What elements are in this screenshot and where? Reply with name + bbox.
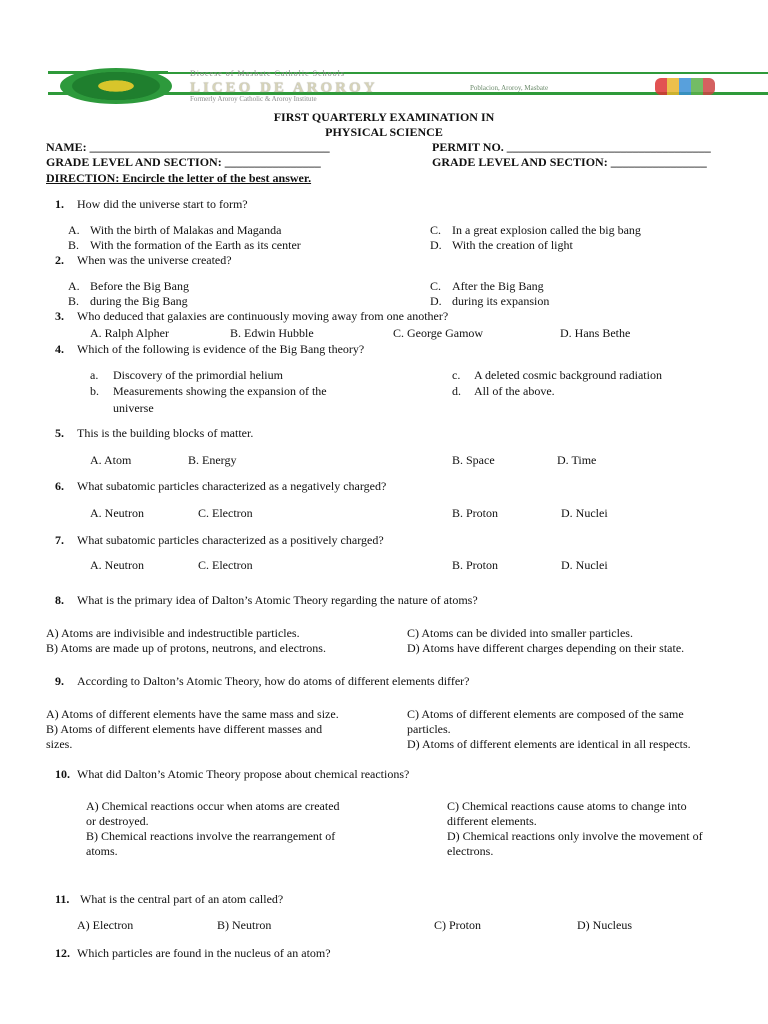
question-number: 7.	[55, 533, 64, 547]
grade-section-field-left[interactable]: GRADE LEVEL AND SECTION: ________________	[46, 155, 321, 169]
choice-d-text[interactable]: during its expansion	[452, 294, 550, 308]
choice-d-cont[interactable]: electrons.	[447, 844, 494, 858]
question-text: This is the building blocks of matter.	[77, 426, 254, 440]
choice-d-text[interactable]: With the creation of light	[452, 238, 573, 252]
choice-a-text[interactable]: With the birth of Malakas and Maganda	[90, 223, 282, 237]
grade-section-field-right[interactable]: GRADE LEVEL AND SECTION: ________________	[432, 155, 707, 169]
choice-b[interactable]: B. Energy	[188, 453, 237, 467]
diocese-line: Diocese of Masbate Catholic Schools	[190, 69, 345, 78]
question-text: Which of the following is evidence of the Big Bang theory?	[77, 342, 365, 356]
direction: DIRECTION: Encircle the letter of the best answer.	[46, 171, 312, 185]
choice-a[interactable]: A) Chemical reactions occur when atoms are created	[86, 799, 340, 813]
question-number: 9.	[55, 674, 64, 688]
choice-d-letter[interactable]: d.	[452, 384, 461, 398]
choice-b-letter[interactable]: B.	[68, 238, 80, 252]
choice-d[interactable]: D) Chemical reactions only involve the movement of	[447, 829, 703, 843]
choice-b[interactable]: B) Chemical reactions involve the rearrangement of	[86, 829, 336, 843]
school-address: Poblacion, Aroroy, Masbate	[470, 84, 549, 92]
choice-a-letter[interactable]: A.	[68, 223, 80, 237]
choice-d[interactable]: D. Nuclei	[561, 558, 608, 572]
question-number: 12.	[55, 946, 70, 960]
choice-b-cont[interactable]: atoms.	[86, 844, 118, 858]
question-text: What subatomic particles characterized as a positively charged?	[77, 533, 384, 547]
choice-a[interactable]: A) Atoms are indivisible and indestructible particles.	[46, 626, 300, 640]
exam-title-line2: PHYSICAL SCIENCE	[325, 125, 443, 139]
choice-a-text[interactable]: Discovery of the primordial helium	[113, 368, 283, 382]
choice-c-cont[interactable]: particles.	[407, 722, 451, 736]
choice-b-letter[interactable]: B.	[68, 294, 80, 308]
question-text: How did the universe start to form?	[77, 197, 248, 211]
school-seal-icon	[60, 68, 172, 104]
question-text: What is the primary idea of Dalton’s Atomic Theory regarding the nature of atoms?	[77, 593, 478, 607]
books-icon	[655, 78, 715, 95]
school-name: LICEO DE AROROY	[190, 80, 378, 96]
choice-b-text[interactable]: during the Big Bang	[90, 294, 188, 308]
choice-d-letter[interactable]: D.	[430, 294, 442, 308]
choice-a-cont[interactable]: or destroyed.	[86, 814, 149, 828]
choice-c[interactable]: B. Space	[452, 453, 495, 467]
permit-field[interactable]: PERMIT NO. __________________________________	[432, 140, 711, 154]
choice-c-letter[interactable]: C.	[430, 223, 442, 237]
choice-a[interactable]: A. Neutron	[90, 558, 144, 572]
question-number: 1.	[55, 197, 64, 211]
question-number: 4.	[55, 342, 64, 356]
choice-c[interactable]: B. Proton	[452, 506, 499, 520]
choice-d[interactable]: D. Hans Bethe	[560, 326, 631, 340]
choice-a[interactable]: A) Atoms of different elements have the same mass and size.	[46, 707, 339, 721]
choice-b-cont[interactable]: sizes.	[46, 737, 73, 751]
choice-b-text-cont[interactable]: universe	[113, 401, 154, 415]
choice-a[interactable]: A. Atom	[90, 453, 132, 467]
choice-b[interactable]: B) Neutron	[217, 918, 272, 932]
question-number: 11.	[55, 892, 70, 906]
question-text: Who deduced that galaxies are continuously moving away from one another?	[77, 309, 449, 323]
choice-d[interactable]: D) Atoms of different elements are identical in all respects.	[407, 737, 691, 751]
question-text: According to Dalton’s Atomic Theory, how do atoms of different elements differ?	[77, 674, 470, 688]
choice-b[interactable]: B) Atoms of different elements have different masses and	[46, 722, 323, 736]
choice-d[interactable]: D. Time	[557, 453, 597, 467]
question-number: 10.	[55, 767, 70, 781]
choice-a-text[interactable]: Before the Big Bang	[90, 279, 189, 293]
choice-c-cont[interactable]: different elements.	[447, 814, 537, 828]
choice-d-letter[interactable]: D.	[430, 238, 442, 252]
choice-c-text[interactable]: In a great explosion called the big bang	[452, 223, 641, 237]
choice-b-letter[interactable]: b.	[90, 384, 99, 398]
question-text: What is the central part of an atom called?	[80, 892, 284, 906]
choice-b-text[interactable]: Measurements showing the expansion of the	[113, 384, 327, 398]
choice-c[interactable]: C) Atoms can be divided into smaller particles.	[407, 626, 633, 640]
question-number: 6.	[55, 479, 64, 493]
question-number: 2.	[55, 253, 64, 267]
question-number: 5.	[55, 426, 64, 440]
choice-b[interactable]: C. Electron	[198, 558, 253, 572]
choice-b[interactable]: B. Edwin Hubble	[230, 326, 314, 340]
choice-c-letter[interactable]: C.	[430, 279, 442, 293]
choice-c[interactable]: C) Proton	[434, 918, 482, 932]
question-text: When was the universe created?	[77, 253, 232, 267]
choice-c[interactable]: C. George Gamow	[393, 326, 484, 340]
choice-c-text[interactable]: A deleted cosmic background radiation	[474, 368, 662, 382]
choice-d[interactable]: D. Nuclei	[561, 506, 608, 520]
choice-b[interactable]: B) Atoms are made up of protons, neutrons, and electrons.	[46, 641, 326, 655]
choice-c[interactable]: C) Atoms of different elements are composed of the same	[407, 707, 684, 721]
name-field[interactable]: NAME: ________________________________________	[46, 140, 330, 154]
exam-title-line1: FIRST QUARTERLY EXAMINATION IN	[273, 110, 495, 124]
choice-b-text[interactable]: With the formation of the Earth as its center	[90, 238, 301, 252]
choice-a[interactable]: A) Electron	[77, 918, 134, 932]
school-subline: Formerly Aroroy Catholic & Aroroy Institute	[190, 95, 317, 103]
question-text: What subatomic particles characterized as a negatively charged?	[77, 479, 387, 493]
choice-d-text[interactable]: All of the above.	[474, 384, 555, 398]
choice-a[interactable]: A. Neutron	[90, 506, 144, 520]
question-text: What did Dalton’s Atomic Theory propose about chemical reactions?	[77, 767, 410, 781]
choice-c-text[interactable]: After the Big Bang	[452, 279, 544, 293]
choice-c[interactable]: B. Proton	[452, 558, 499, 572]
choice-d[interactable]: D) Nucleus	[577, 918, 632, 932]
choice-a-letter[interactable]: a.	[90, 368, 99, 382]
choice-a-letter[interactable]: A.	[68, 279, 80, 293]
choice-b[interactable]: C. Electron	[198, 506, 253, 520]
choice-c-letter[interactable]: c.	[452, 368, 461, 382]
choice-d[interactable]: D) Atoms have different charges depending on their state.	[407, 641, 685, 655]
choice-c[interactable]: C) Chemical reactions cause atoms to change into	[447, 799, 687, 813]
choice-a[interactable]: A. Ralph Alpher	[90, 326, 169, 340]
question-number: 8.	[55, 593, 64, 607]
question-number: 3.	[55, 309, 64, 323]
question-text: Which particles are found in the nucleus of an atom?	[77, 946, 331, 960]
